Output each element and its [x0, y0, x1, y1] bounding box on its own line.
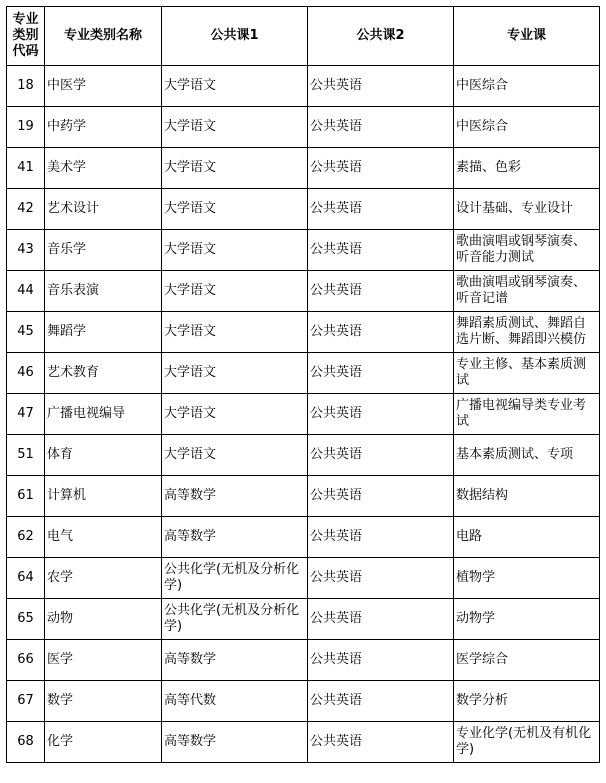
course-table-container — [6, 6, 600, 763]
cell-public1: 大学语文 — [162, 312, 308, 353]
cell-name: 动物 — [45, 599, 162, 640]
cell-public1: 大学语文 — [162, 435, 308, 476]
cell-public2: 公共英语 — [308, 148, 454, 189]
table-header-row — [7, 7, 600, 66]
table-row — [7, 148, 600, 189]
table-row — [7, 599, 600, 640]
cell-public2: 公共英语 — [308, 189, 454, 230]
cell-code: 45 — [7, 312, 45, 353]
cell-name: 中医学 — [45, 66, 162, 107]
table-row — [7, 107, 600, 148]
header-major: 专业课 — [454, 7, 600, 66]
cell-major: 设计基础、专业设计 — [454, 189, 600, 230]
cell-name: 医学 — [45, 640, 162, 681]
cell-name: 艺术教育 — [45, 353, 162, 394]
cell-public1: 大学语文 — [162, 394, 308, 435]
cell-major: 基本素质测试、专项 — [454, 435, 600, 476]
cell-code: 64 — [7, 558, 45, 599]
header-name: 专业类别名称 — [45, 7, 162, 66]
table-row — [7, 517, 600, 558]
cell-public1: 大学语文 — [162, 271, 308, 312]
cell-major: 电路 — [454, 517, 600, 558]
cell-public1: 公共化学(无机及分析化学) — [162, 599, 308, 640]
table-row — [7, 640, 600, 681]
cell-code: 43 — [7, 230, 45, 271]
cell-public2: 公共英语 — [308, 599, 454, 640]
cell-public2: 公共英语 — [308, 681, 454, 722]
cell-public1: 公共化学(无机及分析化学) — [162, 558, 308, 599]
cell-public1: 大学语文 — [162, 66, 308, 107]
table-row — [7, 271, 600, 312]
cell-code: 51 — [7, 435, 45, 476]
cell-name: 音乐表演 — [45, 271, 162, 312]
cell-code: 47 — [7, 394, 45, 435]
table-row — [7, 189, 600, 230]
table-row — [7, 722, 600, 763]
cell-code: 68 — [7, 722, 45, 763]
cell-code: 65 — [7, 599, 45, 640]
cell-public2: 公共英语 — [308, 271, 454, 312]
table-body — [7, 66, 600, 763]
header-code: 专业类别代码 — [7, 7, 45, 66]
cell-major: 植物学 — [454, 558, 600, 599]
cell-name: 化学 — [45, 722, 162, 763]
course-table — [6, 6, 600, 763]
cell-major: 专业主修、基本素质测试 — [454, 353, 600, 394]
cell-major: 素描、色彩 — [454, 148, 600, 189]
cell-code: 62 — [7, 517, 45, 558]
cell-major: 中医综合 — [454, 66, 600, 107]
cell-code: 46 — [7, 353, 45, 394]
table-row — [7, 435, 600, 476]
cell-major: 广播电视编导类专业考试 — [454, 394, 600, 435]
cell-public1: 大学语文 — [162, 189, 308, 230]
cell-name: 音乐学 — [45, 230, 162, 271]
table-row — [7, 476, 600, 517]
cell-public1: 高等数学 — [162, 722, 308, 763]
cell-public1: 高等代数 — [162, 681, 308, 722]
cell-public1: 高等数学 — [162, 517, 308, 558]
cell-public1: 大学语文 — [162, 148, 308, 189]
cell-major: 歌曲演唱或钢琴演奏、听音能力测试 — [454, 230, 600, 271]
cell-name: 广播电视编导 — [45, 394, 162, 435]
cell-name: 艺术设计 — [45, 189, 162, 230]
table-row — [7, 353, 600, 394]
cell-name: 舞蹈学 — [45, 312, 162, 353]
cell-public2: 公共英语 — [308, 517, 454, 558]
cell-name: 美术学 — [45, 148, 162, 189]
table-row — [7, 558, 600, 599]
cell-code: 61 — [7, 476, 45, 517]
header-public1: 公共课1 — [162, 7, 308, 66]
cell-major: 动物学 — [454, 599, 600, 640]
table-row — [7, 230, 600, 271]
cell-public2: 公共英语 — [308, 394, 454, 435]
cell-major: 医学综合 — [454, 640, 600, 681]
cell-public2: 公共英语 — [308, 66, 454, 107]
table-row — [7, 681, 600, 722]
cell-public1: 大学语文 — [162, 353, 308, 394]
cell-major: 数学分析 — [454, 681, 600, 722]
cell-public1: 高等数学 — [162, 476, 308, 517]
cell-public2: 公共英语 — [308, 312, 454, 353]
cell-code: 44 — [7, 271, 45, 312]
cell-code: 67 — [7, 681, 45, 722]
table-row — [7, 66, 600, 107]
cell-major: 歌曲演唱或钢琴演奏、听音记谱 — [454, 271, 600, 312]
cell-major: 舞蹈素质测试、舞蹈自选片断、舞蹈即兴模仿 — [454, 312, 600, 353]
cell-public2: 公共英语 — [308, 230, 454, 271]
table-row — [7, 312, 600, 353]
table-row — [7, 394, 600, 435]
cell-name: 农学 — [45, 558, 162, 599]
cell-public2: 公共英语 — [308, 722, 454, 763]
cell-public2: 公共英语 — [308, 640, 454, 681]
cell-public2: 公共英语 — [308, 435, 454, 476]
cell-major: 中医综合 — [454, 107, 600, 148]
cell-public1: 大学语文 — [162, 230, 308, 271]
cell-code: 42 — [7, 189, 45, 230]
cell-public2: 公共英语 — [308, 476, 454, 517]
cell-public1: 高等数学 — [162, 640, 308, 681]
cell-public2: 公共英语 — [308, 107, 454, 148]
cell-name: 电气 — [45, 517, 162, 558]
cell-name: 中药学 — [45, 107, 162, 148]
cell-name: 计算机 — [45, 476, 162, 517]
cell-major: 专业化学(无机及有机化学) — [454, 722, 600, 763]
cell-code: 41 — [7, 148, 45, 189]
cell-code: 66 — [7, 640, 45, 681]
cell-public1: 大学语文 — [162, 107, 308, 148]
cell-public2: 公共英语 — [308, 353, 454, 394]
cell-code: 19 — [7, 107, 45, 148]
cell-code: 18 — [7, 66, 45, 107]
cell-name: 体育 — [45, 435, 162, 476]
cell-public2: 公共英语 — [308, 558, 454, 599]
cell-major: 数据结构 — [454, 476, 600, 517]
cell-name: 数学 — [45, 681, 162, 722]
header-public2: 公共课2 — [308, 7, 454, 66]
